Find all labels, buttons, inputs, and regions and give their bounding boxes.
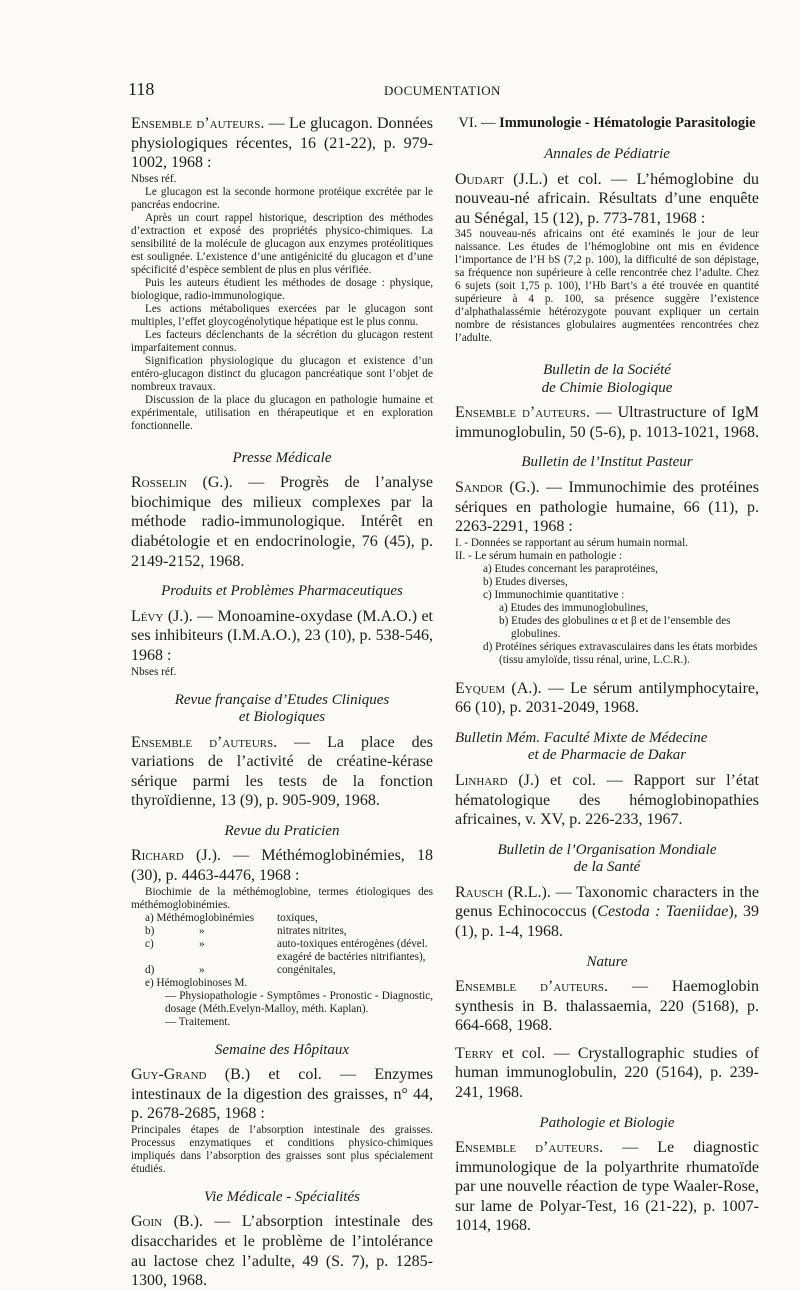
entry-author: Richard (131, 847, 184, 865)
entry-author: Ensemble d’auteurs (455, 1139, 600, 1157)
entry-citation: . — Haemoglobin synthesis in B. thalassaemia, 220 (5168), p. 664-668, 1968. (455, 978, 760, 1035)
list-item: II. - Le sérum humain en pathologie : (455, 549, 623, 562)
entry-author: Ensemble d’auteurs (131, 733, 274, 751)
source-heading: Bulletin Mém. Faculté Mixte de Médecine (455, 729, 708, 746)
note-line: 345 nouveau-nés africains ont été examinés le jour de leur naissance. Les études de l’hémoglobine ont mis en évidence l’importance de l’H bS (7,2 p. 100), la difficulté de son dépistage, sa fréquence non supérieure à celle rencontrée chez l’adulte. Chez 6 sujets (soit 1,75 p. 100), l’Hb Bart’s a été trouvée en quantité supérieure à 4 p. 100, sa présence suggère l’existence d’alphathalassémie hétérozygote pouvant expliquer un certain nombre de résistances globulaires augmentées rencontrées chez l’adulte. (455, 228, 759, 345)
note-line: Nbses réf. (131, 665, 177, 678)
entry-glucagon (131, 114, 433, 433)
entry-citation: (G.). — Immunochimie des protéines sériques en pathologie humaine, 66 (11), p. 2263-2291, 1968 : (455, 478, 759, 536)
running-title: DOCUMENTATION (384, 83, 501, 98)
etiology-cell: nitrates nitrites, (277, 924, 347, 937)
note-line: Après un court rappel historique, description des méthodes d’extraction et exposé des propriétés physico-chimiques. La sensibilité de la molécule de glucagon aux enzymes protéolitiques est soulignée. L’existence d’une antigénicité du glucagon et d’une spécificité d’espèce semblent de plus en plus vérifiée. (131, 211, 433, 276)
entry-citation: . — Le diagnostic immunologique de la polyarthrite rhumatoïde par une nouvelle réaction de type Waaler-Rose, sur lame de Polyar-Test, 16 (21-22), p. 1007-1014, 1968. (455, 1139, 759, 1235)
entry-author: Ensemble d’auteurs (455, 978, 605, 995)
section-number: VI. — (458, 115, 500, 131)
left-column (131, 114, 433, 1291)
entry-author: Rausch (455, 883, 503, 901)
source-heading: de Chimie Biologique (541, 379, 673, 396)
entry-citation: . — La place des variations de l’activité de créatine-kérase sérique parmi les tests de la fonction thyroïdienne, 13 (9), p. 905-909, 1968. (131, 733, 434, 810)
source-heading: Semaine des Hôpitaux (214, 1041, 350, 1058)
note-line: Les actions métaboliques exercées par le glucagon sont multiples, l’effet gloycogénolytique hépatique est le plus connu. (131, 302, 433, 328)
entry-citation: . — Ultrastructure of IgM immunoglobulin, 50 (5-6), p. 1013-1021, 1968. (455, 404, 760, 441)
entry-citation: . — Le glucagon. Données physiologiques récentes, 16 (21-22), p. 979-1002, 1968 : (131, 115, 433, 172)
etiology-table (131, 912, 433, 977)
entry-richard (131, 846, 433, 885)
note-line: Le glucagon est la seconde hormone protéique excrétée par le pancréas endocrine. (131, 185, 433, 211)
entry-citation: ), 39 (1), p. 1-4, 1968. (455, 903, 760, 940)
entry-author: Linhard (455, 771, 508, 789)
entry-citation: et col. — Crystallographic studies of human immunoglobulin, 220 (5164), p. 239-241, 1968. (455, 1044, 759, 1101)
etiology-cell: » (199, 937, 205, 950)
source-heading: Vie Médicale - Spécialités (204, 1188, 360, 1205)
entry-citation: (J.). — Monoamine-oxydase (M.A.O.) et ses inhibiteurs (I.M.A.O.), 23 (10), p. 538-546, 1968 : (131, 607, 433, 664)
entry-citation: (J.L.) et col. — L’hémoglobine du nouveau-né africain. Résultats d’une enquête au Sénégal, 15 (12), p. 773-781, 1968 : (455, 170, 759, 227)
list-item: a) Etudes des immunoglobulines, (499, 601, 649, 614)
source-heading: Revue française d’Etudes Cliniques (174, 691, 390, 708)
list-item: I. - Données se rapportant au sérum humain normal. (455, 536, 689, 549)
outline-list (455, 537, 759, 667)
note-line: — Traitement. (165, 1015, 231, 1028)
etiology-cell: b) (145, 924, 155, 937)
entry-citation: (J.) et col. — Rapport sur l’état hématologique des hémoglobinopathies africaines, v. XV, p. 226-233, 1967. (455, 771, 759, 829)
note-line: Puis les auteurs étudient les méthodes de dosage : physique, biologique, radio-immunologique. (131, 276, 433, 302)
source-heading: Bulletin de l’Organisation Mondiale (497, 841, 717, 858)
entry-author: Terry (455, 1044, 494, 1062)
entry-author: Guy-Grand (131, 1066, 207, 1084)
source-heading: de la Santé (573, 859, 641, 876)
list-item: b) Etudes des globulines α et β et de l’ensemble des globulines. (499, 614, 731, 640)
etiology-cell: c) (145, 937, 154, 950)
entry-author: Goin (131, 1213, 163, 1231)
entry-author: Ensemble d’auteurs (131, 115, 261, 132)
note-line: Les facteurs déclenchants de la sécrétion du glucagon restent imparfaitement connus. (131, 328, 433, 354)
entry-levy (131, 607, 433, 666)
source-heading: Nature (586, 953, 628, 970)
section-title: Immunologie - Hématologie Parasitologie (499, 115, 756, 131)
entry-rosselin (131, 473, 433, 571)
entry-haemoglobin (455, 977, 759, 1036)
entry-citation: (B.) et col. — Enzymes intestinaux de la digestion des graisses, n° 44, p. 2678-2685, 1968 : (131, 1066, 433, 1123)
etiology-cell: toxiques, (277, 911, 318, 924)
entry-citation: (B.). — L’absorption intestinale des disaccharides et le problème de l’intolérance au lactose chez l’adulte, 49 (S. 7), p. 1285-1300, 1968. (131, 1213, 433, 1290)
note-line: Signification physiologique du glucagon et existence d’un entéro-glucagon distinct du glucagon pancréatique sont l’objet de nombreux travaux. (131, 354, 433, 393)
note-line: Discussion de la place du glucagon en pathologie humaine et expérimentale, utilisation en thérapeutique et en exploration fonctionnelle. (131, 393, 433, 432)
entry-sandor (455, 478, 759, 537)
list-item: a) Etudes concernant les paraprotéines, (483, 562, 658, 575)
entry-author: Ensemble d’auteurs (455, 404, 586, 422)
entry-creatine (131, 733, 433, 811)
entry-eyquem (455, 679, 759, 718)
list-item: c) Immunochimie quantitative : (483, 588, 625, 601)
entry-goin (131, 1212, 433, 1290)
source-heading: Produits et Problèmes Pharmaceutiques (161, 583, 403, 600)
source-heading: Bulletin de l’Institut Pasteur (521, 454, 693, 471)
entry-author: Lévy (131, 607, 164, 625)
etiology-cell: d) (145, 963, 155, 976)
entry-author: Sandor (455, 478, 504, 496)
entry-citation: (A.). — Le sérum antilymphocytaire, 66 (10), p. 2031-2049, 1968. (455, 679, 759, 717)
note-line: Biochimie de la méthémoglobine, termes étiologiques des méthémoglobinémies. (131, 885, 433, 911)
source-heading: Pathologie et Biologie (539, 1114, 675, 1131)
source-heading: et de Pharmacie de Dakar (527, 747, 687, 764)
entry-rausch (455, 883, 759, 942)
entry-terry (455, 1044, 759, 1103)
entry-polyarthrite (455, 1138, 759, 1236)
page-number: 118 (128, 79, 155, 99)
source-heading: Annales de Pédiatrie (544, 146, 670, 162)
taxon-name: Cestoda : Taeniidae (597, 903, 729, 921)
source-heading: Revue du Praticien (224, 822, 340, 839)
source-heading: et Biologiques (238, 709, 326, 726)
right-column (455, 114, 759, 1236)
source-heading: Bulletin de la Société (543, 362, 671, 379)
entry-linhard (455, 771, 759, 830)
list-item: b) Etudes diverses, (483, 575, 568, 588)
entry-guy-grand (131, 1065, 433, 1124)
entry-citation: (J.). — Méthémoglobinémies, 18 (30), p. 4463-4476, 1968 : (131, 847, 433, 884)
etiology-cell: » (199, 963, 205, 976)
entry-igm (455, 403, 759, 442)
etiology-cell: a) Méthémoglobinémies (145, 911, 255, 924)
entry-citation: (G.). — Progrès de l’analyse biochimique des milieux complexes par la méthode radio-immunologique. Intérêt en diabétologie et en endocrinologie, 76 (45), p. 2149-2152, 1968. (131, 474, 433, 570)
etiology-cell: » (199, 924, 205, 937)
list-item: d) Protéines sériques extravasculaires dans les états morbides (tissu amyloïde, tissu rénal, urine, L.C.R.). (483, 640, 758, 666)
entry-author: Eyquem (455, 679, 506, 697)
note-line: — Physiopathologie - Symptômes - Pronostic - Diagnostic, dosage (Méth.Evelyn-Malloy, méth. Kaplan). (165, 989, 433, 1015)
etiology-cell: auto-toxiques entérogènes (dével. exagéré de bactéries nitrifiantes), (277, 937, 428, 963)
note-line: Nbses réf. (131, 172, 177, 185)
note-line: Principales étapes de l’absorption intestinale des graisses. Processus enzymatiques et conditions physico-chimiques impliqués dans l’absorption des graisses sont plus spécialement étudiés. (131, 1123, 433, 1175)
section-heading (455, 114, 759, 133)
etiology-cell: congénitales, (277, 963, 336, 976)
note-line: e) Hémoglobinoses M. (145, 976, 248, 989)
entry-author: Rosselin (131, 474, 187, 492)
entry-citation: (R.L.). — Taxonomic characters in the genus Echinococcus ( (455, 883, 759, 921)
source-heading: Presse Médicale (232, 449, 332, 466)
entry-author: Oudart (455, 170, 504, 188)
entry-oudart (455, 170, 759, 229)
